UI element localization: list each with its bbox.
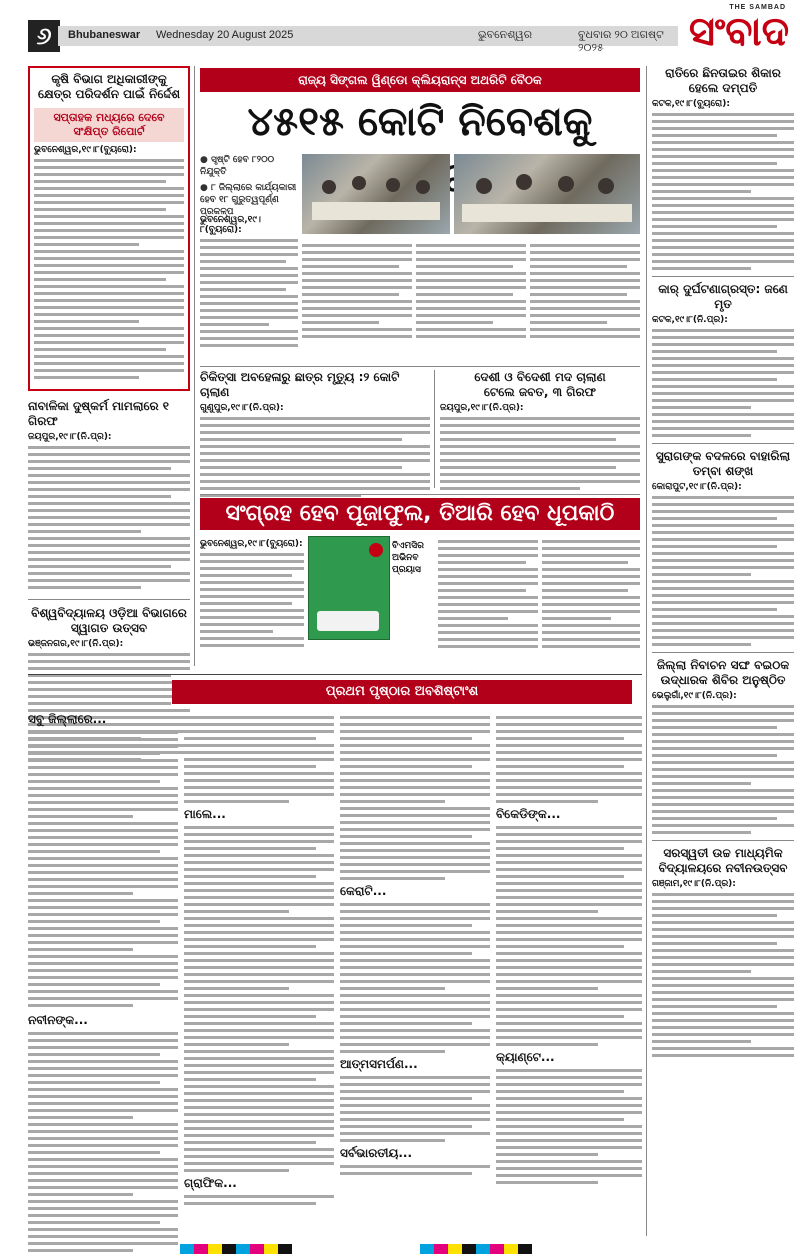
- masthead-tag: THE SAMBAD: [729, 4, 786, 11]
- left-column: [28, 66, 190, 666]
- flowers-poster: [308, 536, 390, 640]
- lead-kicker: ରାଜ୍ୟ ସିଙ୍ଗଲ ୱିଣ୍ଡୋ କ୍ଲିୟରାନ୍ସ ଅଥରିଟି ବୈଠକ: [200, 68, 640, 92]
- city-english: Bhubaneswar: [68, 29, 141, 41]
- left-mid-story: [28, 399, 190, 589]
- continued-col3: [340, 712, 490, 1240]
- lead-body-col1: [200, 212, 298, 362]
- flowers-body-col1: [200, 536, 304, 670]
- column-rule: [646, 66, 647, 1236]
- left-top-body: [34, 159, 184, 379]
- masthead-logo: [684, 6, 794, 58]
- right-story-3-headline: ସୁରାଗଙ୍କ ବଦଳରେ ବାହାରିଲା ତମ୍ବା ଶଙ୍ଖ: [655, 449, 791, 478]
- right-story-2: [652, 276, 794, 437]
- right-story-4: [652, 652, 794, 834]
- right-story-1-headline: ରାତିରେ ଛିନତାଇର ଶିକାର ହେଲେ ଦମ୍ପତି: [665, 66, 781, 95]
- right-story-3: [652, 443, 794, 646]
- cont-head-5: କେରାଟି...: [340, 884, 387, 898]
- lead-byline: ଭୁବନେଶ୍ୱର,୧୯।୮(ବ୍ୟୁରୋ):: [200, 215, 261, 235]
- left-top-headline: କୃଷି ବିଭାଗ ଅଧିକାରୀଙ୍କୁ କ୍ଷେତ୍ର ପରିଦର୍ଶନ ପାଇଁ ନିର୍ଦ୍ଦେଶ: [37, 72, 181, 101]
- left-mid-headline: ନାବାଳିକା ଦୁଷ୍କର୍ମ ମାମଲାରେ ୧ ଗିରଫ: [28, 399, 170, 428]
- cont-head-8: ବିକେଡିଙ୍କ...: [496, 807, 561, 821]
- continued-col4: [496, 712, 642, 1240]
- liquor-subhead: ଟେଲେ ଜବତ, ୩ ଗିରଫ: [483, 385, 597, 399]
- lead-bullet-1: ● ସୃଷ୍ଟି ହେବ ୮୨୦୦ ନିଯୁକ୍ତି: [200, 155, 275, 177]
- lead-bullet-2: ● ୮ ଜିଲ୍ଲାରେ କାର୍ଯ୍ୟକାରୀ ହେବ ୧୮ ଗୁରୁତ୍ୱପୂର୍ଣ୍ଣ ପ୍ରକଳ୍ପ: [200, 183, 297, 217]
- right-story-1: [652, 66, 794, 270]
- student-headline: ଚିକିତ୍ସା ଅବହେଳାରୁ ଛାତ୍ର ମୃତ୍ୟୁ :୨ କୋଟି ଚାଲାଣ: [200, 370, 400, 399]
- lead-bullets: [200, 154, 298, 217]
- column-rule: [434, 370, 435, 488]
- section-rule: [28, 674, 642, 675]
- column-rule: [194, 66, 195, 666]
- officials-photo: [454, 154, 640, 234]
- cont-head-2: ନବୀନଙ୍କ...: [28, 1013, 88, 1027]
- right-story-4-headline: ଜିଲ୍ଲା ନିବାଚନ ସଙ୍ଘ ବଇଠକ ଉଦ୍ଧାରକ ଶିବିର ଅନୁଷ୍ଠିତ: [656, 658, 790, 687]
- bmc-logo-icon: [369, 543, 383, 557]
- page-number: ୬: [28, 20, 60, 52]
- lead-body-col2: [302, 240, 412, 362]
- liquor-headline: ଦେଶୀ ଓ ବିଦେଶୀ ମଦ ଚାଲାଣ: [474, 370, 606, 384]
- flowers-body-col2: [438, 536, 538, 670]
- color-registration-marks: [180, 1244, 292, 1254]
- student-story: [200, 370, 430, 490]
- date-odia: ବୁଧବାର ୨୦ ଅଗଷ୍ଟ ୨୦୨୫: [578, 29, 664, 54]
- lead-bullet-1-text: ସୃଷ୍ଟି ହେବ ୮୨୦୦ ନିଯୁକ୍ତି: [200, 155, 275, 177]
- left-top-byline: ଭୁବନେଶ୍ୱର,୧୯।୮(ବ୍ୟୁରୋ):: [34, 145, 137, 155]
- left-top-story: [28, 66, 190, 391]
- liquor-byline: ଜୟପୁର,୧୯।୮(ନି.ପ୍ର):: [440, 403, 524, 413]
- meeting-photo: [302, 154, 450, 234]
- right-story-2-headline: କାର୍ ଦୁର୍ଘଟଣାଗ୍ରସ୍ତ: ଜଣେ ମୃତ: [658, 282, 788, 311]
- continued-banner: ପ୍ରଥମ ପୃଷ୍ଠାର ଅବଶିଷ୍ଟାଂଶ: [172, 680, 632, 704]
- liquor-story: [440, 370, 640, 490]
- cont-head-7: ସର୍ବଭାରତୀୟ...: [340, 1146, 413, 1160]
- page-header: [0, 0, 800, 64]
- left-mid-byline: ଜୟପୁର,୧୯।୮(ନି.ପ୍ର):: [28, 432, 112, 442]
- section-rule: [200, 494, 640, 495]
- right-story-5-byline: ଗଞ୍ଜାମ,୧୯।୮(ନି.ପ୍ର):: [652, 879, 736, 889]
- color-registration-marks: [420, 1244, 532, 1254]
- flowers-headline: ସଂଗ୍ରହ ହେବ ପୂଜାଫୁଲ, ତିଆରି ହେବ ଧୂପକାଠି: [200, 498, 640, 530]
- lead-bullet-2-text: ୮ ଜିଲ୍ଲାରେ କାର୍ଯ୍ୟକାରୀ ହେବ ୧୮ ଗୁରୁତ୍ୱପୂର୍ଣ୍ଣ ପ୍ରକଳ୍ପ: [200, 183, 297, 217]
- poster-caption: ବିଏମସିର ଅଭିନବ ପ୍ରୟାସ: [392, 541, 424, 575]
- left-low-headline: ବିଶ୍ୱବିଦ୍ୟାଳୟ ଓଡ଼ିଆ ବିଭାଗରେ ସ୍ୱାଗତ ଉତ୍ସବ: [31, 606, 187, 635]
- city-odia: ଭୁବନେଶ୍ୱର: [478, 29, 533, 41]
- right-story-5: [652, 840, 794, 1057]
- masthead-title: ସଂବାଦ: [688, 9, 790, 55]
- left-low-byline: ଭଞ୍ଜନଗର,୧୯।୮(ନି.ପ୍ର):: [28, 639, 124, 649]
- continued-col1: [28, 712, 178, 1240]
- right-story-1-byline: କଟକ,୧୯।୮(ବ୍ୟୁରୋ):: [652, 99, 730, 109]
- right-story-2-byline: କଟକ,୧୯।୮(ନି.ପ୍ର):: [652, 315, 728, 325]
- right-story-4-byline: ଭେଲୁଗାଁ,୧୯।୮(ନି.ପ୍ର):: [652, 691, 737, 701]
- continued-col2: [184, 712, 334, 1240]
- cont-head-3: ମାଲେ...: [184, 807, 226, 821]
- left-mid-body: [28, 446, 190, 589]
- flowers-body-col3: [542, 536, 640, 670]
- right-column: [652, 66, 794, 1236]
- cont-head-1: ସବୁ ଜିଲ୍ଲାରେ...: [28, 712, 107, 726]
- right-story-5-headline: ସରସ୍ୱତୀ ଉଚ୍ଚ ମାଧ୍ୟମିକ ବିଦ୍ୟାଳୟରେ ନବୀନଉତ୍ସବ: [658, 846, 788, 875]
- date-english: Wednesday 20 August 2025: [156, 29, 294, 41]
- cont-head-6: ଆତ୍ମସମର୍ପଣ...: [340, 1057, 418, 1071]
- lead-body-col4: [530, 240, 640, 362]
- right-story-3-byline: କୋରାପୁଟ,୧୯।୮(ନି.ପ୍ର):: [652, 482, 742, 492]
- date-strip: [58, 26, 678, 54]
- section-rule: [200, 366, 640, 367]
- lead-headline: ୪୫୧୫ କୋଟି ନିବେଶକୁ: [247, 99, 593, 145]
- lead-body-col3: [416, 240, 526, 362]
- left-top-subhead: ସପ୍ତାହକ ମଧ୍ୟରେ ଦେବେ ସଂକ୍ଷିପ୍ତ ରିପୋର୍ଟ: [34, 108, 184, 142]
- cont-head-9: କ୍ୟାଣ୍ଟେ...: [496, 1050, 555, 1064]
- van-icon: [317, 611, 379, 631]
- cont-head-4: ଗ୍ରାଫିକ...: [184, 1176, 237, 1190]
- flowers-byline: ଭୁବନେଶ୍ୱର,୧୯।୮(ବ୍ୟୁରୋ):: [200, 539, 303, 549]
- student-byline: ଗୁଣୁପୁର,୧୯।୮(ନି.ପ୍ର):: [200, 403, 284, 413]
